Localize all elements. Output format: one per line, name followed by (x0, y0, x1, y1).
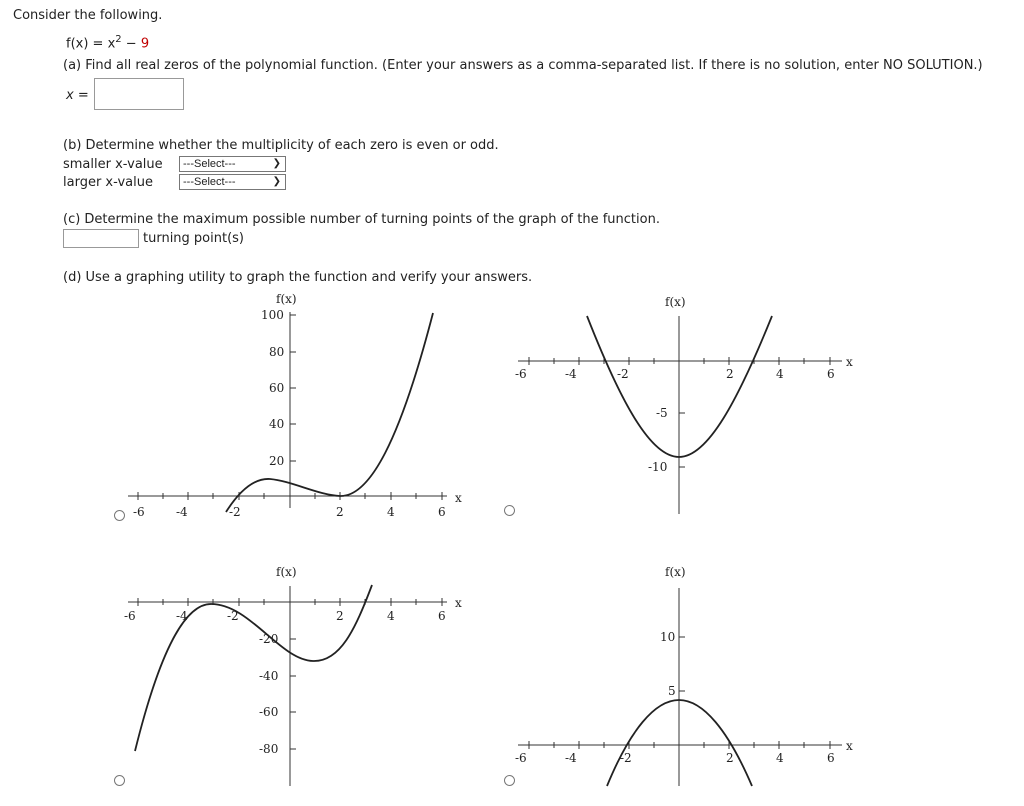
graph-3-xtick: -6 (124, 609, 136, 623)
graph-3-ytick: -20 (259, 632, 279, 646)
graph-2-xtick: 2 (726, 367, 734, 381)
graph-1-curve (226, 313, 433, 512)
function-minus: − (121, 36, 141, 52)
graph-2-xtick: -6 (515, 367, 527, 381)
graph-4-xtick: 6 (827, 751, 835, 765)
graph-3-xtick: 6 (438, 609, 446, 623)
graph-1-ytick: 40 (269, 417, 285, 431)
function-constant: 9 (140, 36, 150, 52)
graph-2-xtick: 4 (776, 367, 784, 381)
graph-4-xtick: -2 (620, 751, 632, 765)
graph-2-ytick: -5 (656, 406, 668, 420)
graph-3-xlabel: x (455, 596, 462, 610)
graph-1-xtick: -2 (229, 505, 241, 519)
graph-1-xtick: 2 (336, 505, 344, 519)
graph-1-xtick: -4 (176, 505, 188, 519)
turning-points-unit: turning point(s) (143, 231, 244, 246)
larger-x-label: larger x-value (63, 175, 153, 190)
graph-2-xlabel: x (846, 355, 853, 369)
chevron-down-icon: ❯ (272, 176, 281, 187)
graph-4-ylabel: f(x) (665, 565, 686, 579)
graph-1 (128, 292, 462, 519)
graph-2-ylabel: f(x) (665, 295, 686, 309)
chevron-down-icon: ❯ (272, 158, 281, 169)
graph-option-2-radio[interactable] (504, 505, 515, 516)
graph-4-xtick: -4 (565, 751, 577, 765)
graph-4-ytick: 10 (660, 630, 676, 644)
intro-text: Consider the following. (13, 8, 163, 23)
graph-3-xtick: 4 (387, 609, 395, 623)
graph-4-xtick: 2 (726, 751, 734, 765)
graph-1-ytick: 60 (269, 381, 285, 395)
x-equals-label: x = (66, 88, 89, 103)
graph-3 (124, 565, 462, 786)
graph-option-3-radio[interactable] (114, 775, 125, 786)
graph-4-xlabel: x (846, 739, 853, 753)
smaller-select-value: ---Select--- (183, 158, 236, 170)
graph-1-ylabel: f(x) (276, 292, 297, 306)
part-c-question: (c) Determine the maximum possible number of turning points of the graph of the function. (63, 212, 660, 227)
graph-3-xtick: -2 (227, 609, 239, 623)
graph-4-xtick: 4 (776, 751, 784, 765)
graph-1-ytick: 20 (269, 454, 285, 468)
larger-select-value: ---Select--- (183, 176, 236, 188)
function-prefix: f(x) = x (66, 36, 116, 52)
graph-3-xtick: 2 (336, 609, 344, 623)
part-b-question: (b) Determine whether the multiplicity of each zero is even or odd. (63, 138, 499, 153)
graph-4 (515, 565, 853, 786)
graph-option-4-radio[interactable] (504, 775, 515, 786)
graph-2 (515, 295, 853, 514)
graph-1-xtick: 6 (438, 505, 446, 519)
graph-2-xtick: 6 (827, 367, 835, 381)
graph-2-xtick: -2 (617, 367, 629, 381)
graph-option-1-radio[interactable] (114, 510, 125, 521)
graph-3-ytick: -60 (259, 705, 279, 719)
graph-1-ytick: 100 (261, 308, 284, 322)
graph-3-xtick: -4 (176, 609, 188, 623)
graph-3-ytick: -80 (259, 742, 279, 756)
graph-1-ytick: 80 (269, 345, 285, 359)
graph-1-xtick: -6 (133, 505, 145, 519)
function-exponent: 2 (115, 34, 122, 45)
graph-2-xtick: -4 (565, 367, 577, 381)
graph-1-xlabel: x (455, 491, 462, 505)
graph-3-ytick: -40 (259, 669, 279, 683)
graph-4-ytick: 5 (668, 684, 676, 698)
part-a-question: (a) Find all real zeros of the polynomial function. (Enter your answers as a comma-separated list. If there is no solution, enter NO SOLUTION.) (63, 58, 983, 73)
graph-2-ytick: -10 (648, 460, 668, 474)
part-d-question: (d) Use a graphing utility to graph the function and verify your answers. (63, 270, 533, 285)
graph-3-ylabel: f(x) (276, 565, 297, 579)
graph-4-xtick: -6 (515, 751, 527, 765)
graph-1-xtick: 4 (387, 505, 395, 519)
smaller-x-label: smaller x-value (63, 157, 163, 172)
